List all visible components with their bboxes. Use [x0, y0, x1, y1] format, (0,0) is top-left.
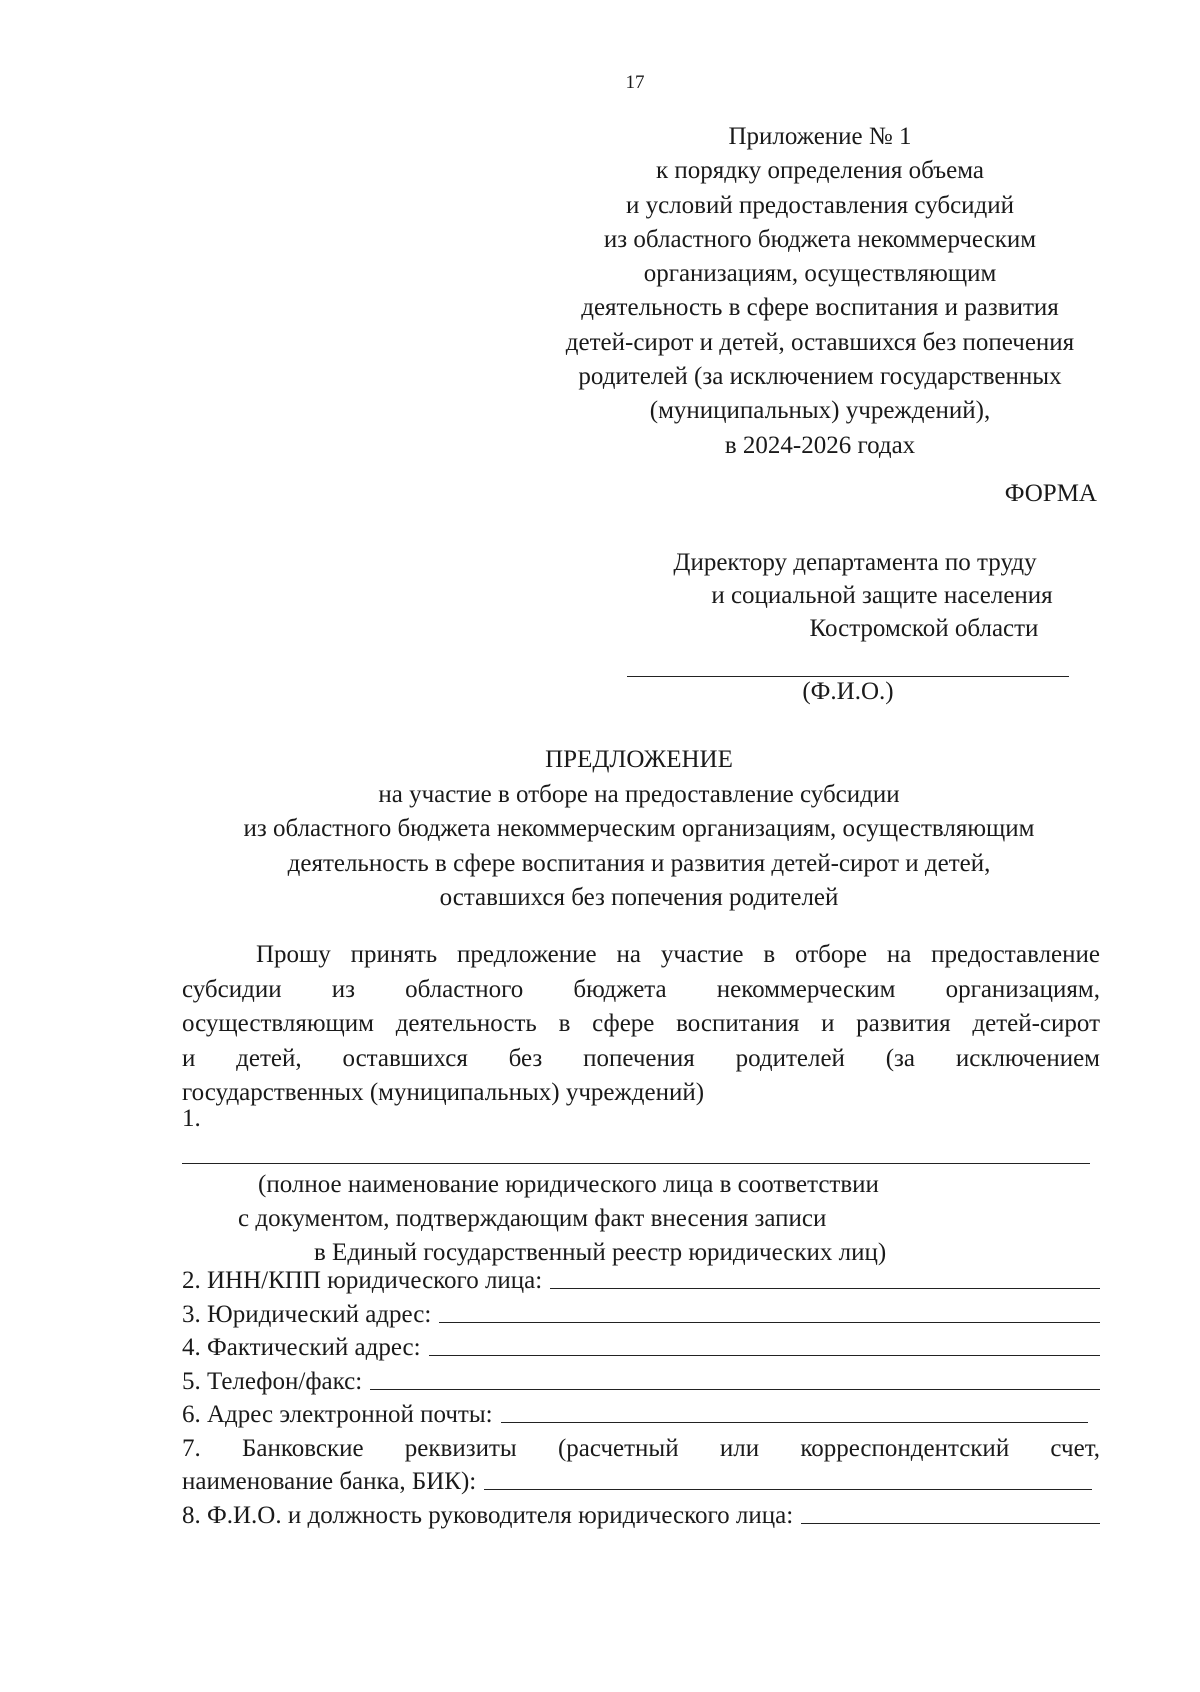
fio-blank-line[interactable] [627, 676, 1069, 677]
appendix-line: организациям, осуществляющим [643, 260, 997, 288]
item-1-number: 1. [182, 1105, 201, 1132]
addressee-line: и социальной защите населения [711, 582, 1053, 609]
field-blank-line[interactable] [501, 1398, 1088, 1423]
org-name-blank-line[interactable] [182, 1163, 1090, 1164]
request-paragraph [182, 938, 1100, 1111]
title-heading: ПРЕДЛОЖЕНИЕ [545, 746, 733, 773]
addressee-line: Костромской области [809, 615, 1039, 642]
page-number: 17 [625, 72, 645, 93]
addressee-line: Директору департамента по труду [673, 549, 1037, 576]
field-label: 7. Банковские реквизиты (расчетный или корреспондентский счет, [182, 1434, 1100, 1462]
field-director [182, 1499, 1100, 1533]
appendix-line: детей-сирот и детей, оставшихся без попечения [565, 328, 1075, 356]
paragraph-line: Прошу принять предложение на участие в отборе на предоставление [256, 941, 1100, 968]
caption-line: с документом, подтверждающим факт внесения записи [238, 1205, 827, 1232]
appendix-line: и условий предоставления субсидий [625, 191, 1015, 219]
appendix-line: (муниципальных) учреждений), [649, 397, 991, 425]
field-bank-details [182, 1432, 1100, 1466]
paragraph-line: субсидии из областного бюджета некоммерческим организациям, [182, 975, 1100, 1003]
field-label: 8. Ф.И.О. и должность руководителя юридического лица: [182, 1501, 794, 1529]
fio-caption: (Ф.И.О.) [802, 678, 894, 705]
appendix-line: Приложение № 1 [728, 123, 912, 150]
appendix-line: в 2024-2026 годах [724, 431, 916, 459]
field-label: 2. ИНН/КПП юридического лица: [182, 1267, 543, 1294]
field-label: 6. Адрес электронной почты: [182, 1401, 493, 1428]
appendix-line: деятельность в сфере воспитания и развития [581, 294, 1059, 322]
field-blank-line[interactable] [801, 1499, 1100, 1524]
field-inn-kpp [182, 1264, 1100, 1298]
field-actual-address [182, 1331, 1100, 1365]
field-label: наименование банка, БИК): [182, 1468, 477, 1495]
field-label: 3. Юридический адрес: [182, 1300, 432, 1328]
caption-line: (полное наименование юридического лица в соответствии [258, 1171, 879, 1198]
field-blank-line[interactable] [484, 1465, 1092, 1490]
title-line: из областного бюджета некоммерческим организациям, осуществляющим [243, 815, 1035, 842]
appendix-line: из областного бюджета некоммерческим [603, 225, 1037, 253]
caption-line: в Единый государственный реестр юридических лиц) [314, 1239, 887, 1266]
field-label: 5. Телефон/факс: [182, 1367, 363, 1395]
field-phone-fax [182, 1365, 1100, 1399]
field-blank-line[interactable] [550, 1264, 1100, 1289]
field-blank-line[interactable] [429, 1331, 1100, 1356]
form-fields [182, 1264, 1100, 1532]
document-title [160, 743, 1118, 916]
form-label: ФОРМА [1004, 480, 1097, 507]
title-line: на участие в отборе на предоставление субсидии [378, 780, 900, 808]
appendix-line: к порядку определения объема [656, 157, 984, 185]
paragraph-line: и детей, оставшихся без попечения родителей (за исключением [182, 1044, 1100, 1072]
field-label: 4. Фактический адрес: [182, 1334, 421, 1361]
title-line: оставшихся без попечения родителей [439, 884, 839, 911]
title-line: деятельность в сфере воспитания и развития детей-сирот и детей, [287, 849, 991, 877]
appendix-line: родителей (за исключением государственных [578, 363, 1062, 391]
paragraph-line: государственных (муниципальных) учреждений) [182, 1079, 705, 1106]
field-blank-line[interactable] [370, 1365, 1100, 1390]
field-email [182, 1398, 1100, 1432]
org-name-caption [182, 1168, 1100, 1270]
addressee-block [640, 546, 1100, 645]
appendix-header [530, 120, 1110, 463]
field-blank-line[interactable] [439, 1298, 1100, 1323]
paragraph-line: осуществляющим деятельность в сфере воспитания и развития детей-сирот [182, 1010, 1100, 1037]
field-legal-address [182, 1298, 1100, 1332]
field-bank-name [182, 1465, 1100, 1499]
